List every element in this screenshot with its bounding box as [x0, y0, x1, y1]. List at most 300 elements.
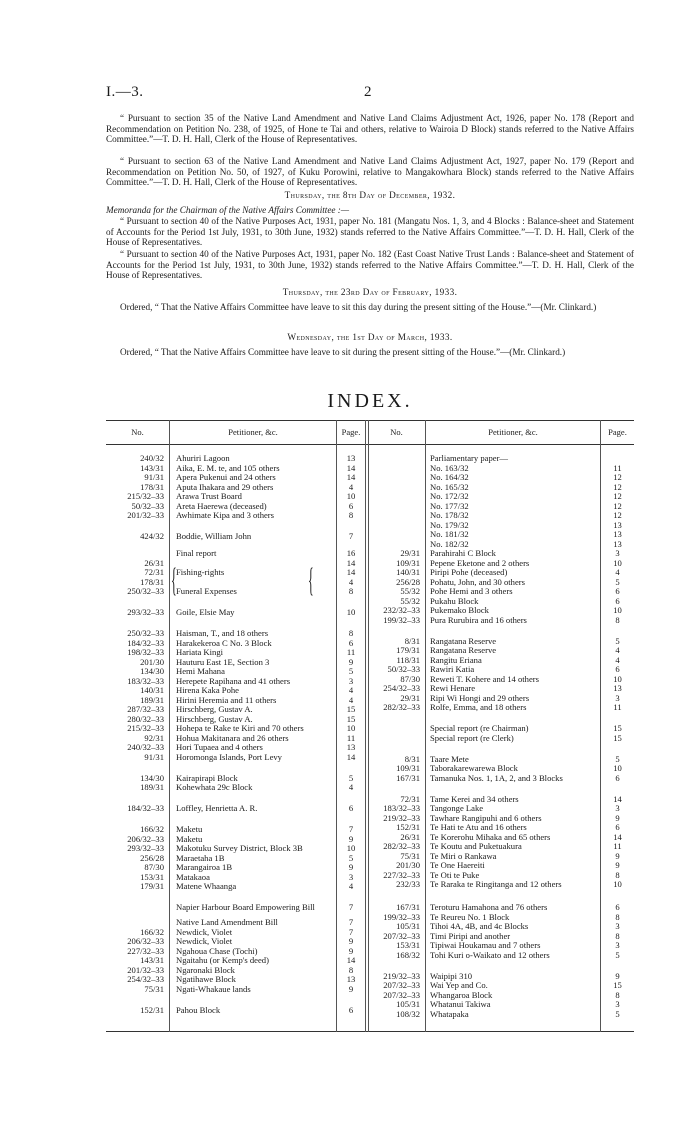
- left-entry-number: 206/32–33: [127, 833, 164, 844]
- memoranda-heading: Memoranda for the Chairman of the Native Affairs Committee :—: [106, 205, 350, 215]
- right-entry-petitioner: Tipiwai Houkamau and 7 others: [430, 940, 541, 950]
- left-entry-number: 240/32: [140, 453, 164, 463]
- page-number: 2: [364, 84, 372, 100]
- right-entry-page: 9: [615, 850, 620, 861]
- left-entry-page: 3: [348, 871, 354, 882]
- right-entry-page: 6: [615, 664, 620, 674]
- right-entry-page: 12: [613, 491, 622, 501]
- left-entry-petitioner: Final report: [176, 548, 217, 558]
- right-page-header: Page.: [608, 427, 627, 437]
- date-heading-1: Thursday, the 8th Day of December, 1932.: [284, 190, 456, 200]
- table-top-rule: [106, 420, 634, 421]
- left-entry-number: 424/32: [140, 531, 164, 541]
- memoranda-paragraph-1: “ Pursuant to section 40 of the Native Purposes Act, 1931, paper No. 181 (Mangatu Nos. 1, 3, and 4 Blocks : Balance-sheet and Statement of Accounts for the Period 1st July, 1931, to 30th June, 1932) stands referred to the Native Affairs Committee.”—T. D. H. Hall, Clerk of the House of Representatives.: [106, 216, 634, 248]
- left-entry-page: 10: [346, 723, 356, 733]
- right-entry-page: 5: [615, 635, 620, 646]
- right-entry-petitioner: Te Raraka te Ringitanga and 12 others: [430, 879, 562, 889]
- right-entry-page: 12: [613, 510, 622, 520]
- right-entry-number: 254/32–33: [383, 683, 420, 693]
- right-entry-number: 199/32–33: [383, 614, 420, 625]
- right-entry-petitioner: Te Hati te Atu and 16 others: [430, 822, 527, 832]
- left-entry-number: 215/32–33: [127, 491, 164, 501]
- document-reference: I.—3.: [106, 84, 144, 100]
- left-entry-petitioner: Ngatihawe Block: [176, 974, 236, 984]
- left-entry-petitioner: Hariata Kingi: [176, 647, 224, 657]
- left-entry-number: 92/31: [144, 732, 164, 743]
- left-entry-petitioner: Kairapirapi Block: [176, 772, 238, 783]
- right-entry-petitioner: Pohe Hemi and 3 others: [430, 586, 513, 596]
- right-entry-number: 26/31: [400, 831, 420, 842]
- right-entry-number: 199/32–33: [383, 911, 420, 922]
- left-entry-page: 11: [346, 732, 356, 743]
- right-entry-number: 55/32: [400, 595, 420, 606]
- left-entry-page: 7: [348, 531, 354, 541]
- left-entry-petitioner: Ngaitahu (or Kemp's deed): [176, 955, 269, 965]
- left-entry-number: 91/31: [144, 472, 164, 482]
- left-entry-page: 4: [348, 481, 354, 492]
- left-entry-petitioner: Ngaronaki Block: [176, 964, 235, 975]
- left-entry-number: 143/31: [140, 955, 164, 965]
- right-entry-petitioner: Timi Piripi and another: [430, 930, 511, 941]
- left-entry-page: 7: [348, 824, 354, 834]
- right-entry-petitioner: No. 163/32: [430, 462, 469, 473]
- left-entry-page: 4: [348, 576, 354, 587]
- left-entry-number: 184/32–33: [127, 637, 164, 648]
- right-entry-number: 167/31: [396, 772, 420, 783]
- right-entry-number: 183/32–33: [383, 803, 420, 813]
- left-entry-petitioner: Hirschberg, Gustav A.: [176, 704, 253, 714]
- right-entry-page: 10: [613, 605, 622, 615]
- right-entry-petitioner: Piripi Pohe (deceased): [430, 567, 508, 577]
- right-entry-petitioner: Parliamentary paper—: [430, 453, 509, 463]
- left-entry-petitioner: Hauturu East 1E, Section 3: [176, 656, 270, 667]
- left-entry-page: 10: [346, 843, 356, 853]
- left-entry-page: 13: [346, 742, 356, 752]
- right-entry-petitioner: Rangatana Reserve: [430, 635, 497, 646]
- left-entry-page: 6: [348, 637, 354, 648]
- right-entry-petitioner: Special report (re Clerk): [430, 732, 514, 743]
- right-entry-number: 8/31: [404, 635, 420, 646]
- right-entry-petitioner: No. 164/32: [430, 472, 469, 482]
- left-entry-number: 201/32–33: [127, 964, 164, 975]
- left-entry-page: 9: [348, 833, 354, 844]
- left-entry-petitioner: Kohewhata 29c Block: [176, 782, 253, 792]
- left-entry-number: 26/31: [144, 557, 164, 568]
- left-entry-page: 14: [346, 751, 356, 762]
- right-entry-page: 12: [613, 472, 622, 482]
- left-entry-number: 280/32–33: [127, 713, 164, 724]
- date-heading-2: Thursday, the 23rd Day of February, 1933.: [282, 287, 458, 297]
- right-entry-page: 12: [613, 481, 622, 492]
- memoranda-paragraph-2: “ Pursuant to section 40 of the Native Purposes Act, 1931, paper No. 182 (East Coast Native Trust Lands : Balance-sheet and Statement of Accounts for the Period 1st July, 1931, to 30th June, 1932) stands referred to the Native Affairs Committee.”—T. D. H. Hall, Clerk of the House of Representatives.: [106, 249, 634, 281]
- right-entry-petitioner: Tohi Kuri o-Waikato and 12 others: [430, 949, 550, 960]
- right-entry-page: 10: [613, 763, 622, 773]
- right-entry-petitioner: No. 177/32: [430, 500, 469, 511]
- left-entry-number: 189/31: [140, 694, 164, 705]
- left-entry-page: 7: [348, 926, 354, 937]
- right-entry-petitioner: Teroturu Hamahona and 76 others: [430, 902, 548, 912]
- right-entry-number: 207/32–33: [383, 980, 420, 990]
- right-entry-number: 8/31: [404, 753, 420, 764]
- table-header-rule: [106, 444, 634, 445]
- right-entry-number: 167/31: [396, 902, 420, 912]
- right-entry-number: 232/32–33: [383, 605, 420, 615]
- left-entry-number: 166/32: [140, 824, 164, 834]
- right-entry-page: 4: [615, 654, 620, 665]
- left-entry-number: 250/32–33: [127, 586, 164, 596]
- left-entry-number: 140/31: [140, 685, 164, 695]
- right-entry-page: 3: [615, 803, 620, 813]
- left-entry-page: 14: [346, 472, 356, 482]
- right-entry-page: 9: [615, 860, 620, 870]
- left-entry-number: 215/32–33: [127, 723, 164, 733]
- right-entry-number: 29/31: [400, 548, 420, 558]
- right-entry-page: 15: [613, 723, 622, 733]
- right-entry-petitioner: Tihoi 4A, 4B, and 4c Blocks: [430, 921, 529, 931]
- left-entry-petitioner: Hohepa te Rake te Kiri and 70 others: [176, 723, 304, 733]
- left-entry-number: 87/30: [144, 862, 164, 872]
- right-entry-page: 10: [613, 557, 622, 568]
- left-entry-page: 11: [346, 647, 356, 657]
- left-entry-number: 293/32–33: [127, 607, 164, 617]
- right-entry-petitioner: Pura Rurubira and 16 others: [430, 614, 527, 625]
- left-entry-page: 8: [348, 510, 354, 520]
- right-entry-page: 6: [615, 595, 620, 606]
- left-entry-page: 4: [348, 782, 354, 792]
- left-entry-petitioner: Fishing-rights: [176, 567, 225, 577]
- right-entry-number: 152/31: [396, 822, 420, 832]
- left-entry-petitioner: Haisman, T., and 18 others: [176, 628, 269, 638]
- left-entry-page: 10: [346, 607, 356, 617]
- right-entry-page: 8: [615, 930, 620, 941]
- left-entry-petitioner: Hirena Kaka Pohe: [176, 685, 239, 695]
- right-entry-petitioner: Parahirahi C Block: [430, 548, 496, 558]
- left-entry-page: 9: [348, 983, 354, 994]
- right-entry-number: 219/32–33: [383, 812, 420, 823]
- right-entry-petitioner: No. 165/32: [430, 481, 469, 492]
- left-entry-number: 72/31: [144, 567, 164, 577]
- intro-paragraph-2: “ Pursuant to section 63 of the Native Land Amendment and Native Land Claims Adjustment Act, 1927, paper No. 179 (Report and Recommendation on Petition No. 50, of 1927, of Kuku Porowini, relative to Mangakowhara Block) stands referred to the Native Affairs Committee.”—T. D. H. Hall, Clerk of the House of Representatives.: [106, 156, 634, 188]
- right-entry-page: 5: [615, 949, 620, 960]
- left-entry-petitioner: Newdick, Violet: [176, 936, 233, 946]
- right-entry-page: 15: [613, 732, 622, 743]
- left-entry-petitioner: Maketu: [176, 824, 203, 834]
- left-entry-petitioner: Boddie, William John: [176, 531, 252, 541]
- right-entry-number: 109/31: [396, 557, 420, 568]
- right-entry-page: 14: [613, 831, 622, 842]
- left-entry-page: 13: [346, 453, 356, 463]
- right-entry-petitioner: Whatanui Takiwa: [430, 999, 491, 1009]
- right-entry-petitioner: Pukemako Block: [430, 605, 489, 615]
- left-entry-petitioner: Areta Haerewa (deceased): [176, 500, 267, 511]
- left-entry-number: 201/32–33: [127, 510, 164, 520]
- right-entry-petitioner: Reweti T. Kohere and 14 others: [430, 673, 539, 684]
- left-entry-petitioner: Marangairoa 1B: [176, 862, 233, 872]
- left-entry-petitioner: Ahuriri Lagoon: [176, 453, 230, 463]
- right-entry-petitioner: Rangitu Eriana: [430, 654, 482, 665]
- right-entry-number: 179/31: [396, 645, 420, 655]
- left-entry-petitioner: Matakaoa: [176, 871, 210, 882]
- left-entry-number: 184/32–33: [127, 803, 164, 813]
- right-entry-number: 108/32: [396, 1008, 420, 1019]
- right-entry-number: 282/32–33: [383, 841, 420, 851]
- right-entry-petitioner: No. 182/32: [430, 538, 469, 549]
- left-entry-page: 5: [348, 772, 354, 783]
- left-entry-page: 7: [348, 917, 354, 927]
- left-entry-number: 178/31: [140, 481, 164, 492]
- fishing-rights-page-brace: {: [308, 562, 314, 599]
- left-entry-number: 143/31: [140, 462, 164, 473]
- right-entry-petitioner: Pohatu, John, and 30 others: [430, 576, 526, 587]
- left-entry-page: 13: [346, 974, 356, 984]
- left-entry-number: 256/28: [140, 852, 164, 863]
- left-entry-page: 9: [348, 945, 354, 956]
- right-petitioner-header: Petitioner, &c.: [488, 427, 538, 437]
- right-entry-petitioner: Waipipi 310: [430, 970, 473, 981]
- right-entry-number: 50/32–33: [387, 664, 420, 674]
- left-entry-number: 227/32–33: [127, 945, 164, 956]
- left-entry-page: 3: [348, 675, 354, 686]
- left-entry-page: 14: [346, 955, 356, 965]
- left-entry-page: 5: [348, 852, 354, 863]
- left-entry-number: 179/31: [140, 881, 164, 891]
- left-entry-petitioner: Hemi Mahana: [176, 666, 225, 676]
- right-entry-number: 219/32–33: [383, 970, 420, 981]
- right-entry-petitioner: Pepene Eketone and 2 others: [430, 557, 530, 568]
- right-entry-page: 8: [615, 989, 620, 1000]
- left-no-header: No.: [131, 427, 144, 437]
- right-entry-number: 29/31: [400, 692, 420, 703]
- left-entry-page: 6: [348, 803, 354, 813]
- left-entry-petitioner: Harakekeroa C No. 3 Block: [176, 637, 272, 648]
- column-rule: [425, 420, 426, 1032]
- left-entry-petitioner: Maketu: [176, 833, 203, 844]
- left-entry-petitioner: Makotuku Survey District, Block 3B: [176, 843, 303, 853]
- table-bottom-rule: [106, 1031, 634, 1032]
- left-entry-page: 9: [348, 862, 354, 872]
- right-entry-page: 4: [615, 567, 620, 577]
- index-title: INDEX.: [327, 390, 413, 412]
- right-entry-page: 6: [615, 822, 620, 832]
- left-entry-page: 7: [348, 902, 354, 912]
- left-entry-petitioner: Awhimate Kipa and 3 others: [176, 510, 275, 520]
- left-entry-page: 9: [348, 936, 354, 946]
- right-entry-petitioner: Te One Haereiti: [430, 860, 485, 870]
- right-entry-number: 87/30: [400, 673, 420, 684]
- left-petitioner-header: Petitioner, &c.: [228, 427, 278, 437]
- left-entry-number: 152/31: [140, 1004, 164, 1015]
- right-entry-petitioner: Wai Yep and Co.: [430, 980, 488, 990]
- left-entry-petitioner: Hirini Heremia and 11 others: [176, 694, 277, 705]
- left-entry-page: 16: [346, 548, 356, 558]
- right-entry-page: 5: [615, 753, 620, 764]
- left-entry-petitioner: Napier Harbour Board Empowering Bill: [176, 902, 315, 912]
- left-entry-number: 250/32–33: [127, 628, 164, 638]
- left-entry-number: 189/31: [140, 782, 164, 792]
- left-entry-number: 206/32–33: [127, 936, 164, 946]
- right-entry-page: 3: [615, 999, 620, 1009]
- right-entry-page: 8: [615, 911, 620, 922]
- right-entry-page: 11: [613, 841, 622, 851]
- left-entry-page: 8: [348, 586, 354, 596]
- left-entry-number: 166/32: [140, 926, 164, 937]
- right-entry-petitioner: Te Oti te Puke: [430, 869, 480, 880]
- right-entry-petitioner: Taare Mete: [430, 753, 469, 764]
- left-entry-petitioner: Arawa Trust Board: [176, 491, 242, 501]
- left-entry-petitioner: Goile, Elsie May: [176, 607, 235, 617]
- right-entry-petitioner: No. 172/32: [430, 491, 469, 501]
- right-entry-page: 6: [615, 902, 620, 912]
- right-entry-petitioner: Tangonge Lake: [430, 803, 484, 813]
- right-entry-petitioner: Rawiri Katia: [430, 664, 475, 674]
- left-entry-number: 287/32–33: [127, 704, 164, 714]
- left-entry-petitioner: Herepete Rapihana and 41 others: [176, 675, 291, 686]
- right-entry-page: 3: [615, 940, 620, 950]
- right-entry-page: 13: [613, 529, 622, 539]
- right-entry-page: 10: [613, 879, 622, 889]
- right-entry-page: 3: [615, 548, 620, 558]
- left-entry-number: 198/32–33: [127, 647, 164, 657]
- right-entry-petitioner: Rangatana Reserve: [430, 645, 497, 655]
- right-entry-page: 13: [613, 519, 622, 530]
- left-entry-petitioner: Hori Tupaea and 4 others: [176, 742, 263, 752]
- left-entry-number: 50/32–33: [131, 500, 164, 511]
- right-entry-petitioner: No. 181/32: [430, 529, 469, 539]
- right-entry-page: 14: [613, 793, 622, 804]
- right-entry-number: 207/32–33: [383, 989, 420, 1000]
- right-entry-number: 256/28: [396, 576, 420, 587]
- left-entry-page: 4: [348, 881, 354, 891]
- right-entry-petitioner: Tawhare Rangipuhi and 6 others: [430, 812, 542, 823]
- left-entry-number: 254/32–33: [127, 974, 164, 984]
- right-entry-petitioner: Te Miri o Rankawa: [430, 850, 497, 861]
- right-entry-number: 207/32–33: [383, 930, 420, 941]
- right-entry-petitioner: Te Korerohu Mihaka and 65 others: [430, 831, 551, 842]
- left-entry-petitioner: Horomonga Islands, Port Levy: [176, 751, 282, 762]
- right-entry-page: 9: [615, 970, 620, 981]
- date-heading-3: Wednesday, the 1st Day of March, 1933.: [287, 332, 453, 342]
- right-entry-page: 6: [615, 586, 620, 596]
- left-entry-number: 134/30: [140, 666, 164, 676]
- right-entry-petitioner: Te Koutu and Puketuakura: [430, 841, 522, 851]
- left-entry-number: 201/30: [140, 656, 164, 667]
- index-table: [106, 420, 634, 1032]
- right-entry-number: 55/32: [400, 586, 420, 596]
- right-entry-page: 10: [613, 673, 622, 684]
- left-entry-number: 153/31: [140, 871, 164, 882]
- right-entry-page: 13: [613, 683, 622, 693]
- right-entry-number: 75/31: [400, 850, 420, 861]
- right-entry-page: 4: [615, 645, 620, 655]
- column-rule: [169, 420, 170, 1032]
- fishing-rights-brace: {: [171, 562, 177, 599]
- right-entry-page: 8: [615, 869, 620, 880]
- right-entry-page: 5: [615, 1008, 620, 1019]
- left-entry-page: 4: [348, 685, 354, 695]
- right-entry-number: 118/31: [396, 654, 420, 665]
- right-entry-number: 105/31: [396, 999, 420, 1009]
- left-entry-page: 14: [346, 557, 356, 568]
- left-entry-petitioner: Matene Whaanga: [176, 881, 237, 891]
- right-entry-petitioner: Whangaroa Block: [430, 989, 493, 1000]
- left-entry-petitioner: Pahou Block: [176, 1004, 221, 1015]
- right-entry-page: 12: [613, 500, 622, 511]
- left-entry-number: 75/31: [144, 983, 164, 994]
- left-entry-petitioner: Hohua Makitanara and 26 others: [176, 732, 289, 743]
- right-entry-petitioner: No. 179/32: [430, 519, 469, 530]
- right-entry-number: 140/31: [396, 567, 420, 577]
- right-entry-petitioner: Special report (re Chairman): [430, 723, 529, 733]
- right-entry-petitioner: Tamanuka Nos. 1, 1A, 2, and 3 Blocks: [430, 772, 563, 783]
- left-entry-petitioner: Newdick, Violet: [176, 926, 233, 937]
- left-entry-page: 15: [346, 704, 356, 714]
- right-entry-petitioner: Rewi Henare: [430, 683, 476, 693]
- left-entry-petitioner: Loffley, Henrietta A. R.: [176, 803, 258, 813]
- right-entry-number: 168/32: [396, 949, 420, 960]
- left-entry-page: 6: [348, 1004, 354, 1015]
- right-entry-page: 5: [615, 576, 620, 587]
- left-entry-page: 9: [348, 656, 354, 667]
- right-entry-number: 105/31: [396, 921, 420, 931]
- left-entry-petitioner: Apera Pukenui and 24 others: [176, 472, 276, 482]
- right-entry-page: 3: [615, 921, 620, 931]
- right-entry-petitioner: No. 178/32: [430, 510, 469, 520]
- left-entry-page: 15: [346, 713, 356, 724]
- left-entry-page: 6: [348, 500, 354, 511]
- right-entry-page: 8: [615, 614, 620, 625]
- left-entry-number: 293/32–33: [127, 843, 164, 853]
- left-entry-petitioner: Funeral Expenses: [176, 586, 237, 596]
- left-entry-number: 178/31: [140, 576, 164, 587]
- left-entry-number: 91/31: [144, 751, 164, 762]
- left-entry-page: 10: [346, 491, 356, 501]
- right-entry-number: 201/30: [396, 860, 420, 870]
- left-entry-petitioner: Aika, E. M. te, and 105 others: [176, 462, 280, 473]
- left-page-header: Page.: [341, 427, 361, 437]
- intro-paragraph-1: “ Pursuant to section 35 of the Native Land Amendment and Native Land Claims Adjustment Act, 1926, paper No. 178 (Report and Recommendation on Petition No. 238, of 1925, of Hone te Tai and others, relative to Wairoia D Block) stands referred to the Native Affairs Committee.”—T. D. H. Hall, Clerk of the House of Representatives.: [106, 113, 634, 145]
- right-entry-petitioner: Te Reureu No. 1 Block: [430, 911, 510, 922]
- ordered-paragraph-2: Ordered, “ That the Native Affairs Committee have leave to sit during the present sitting of the House.”—(Mr. Clinkard.): [120, 347, 566, 357]
- right-entry-petitioner: Rolfe, Emma, and 18 others: [430, 702, 527, 712]
- right-entry-page: 3: [615, 692, 620, 703]
- right-entry-page: 13: [613, 538, 622, 549]
- right-entry-petitioner: Tame Kerei and 34 others: [430, 793, 519, 804]
- left-entry-page: 8: [348, 964, 354, 975]
- right-entry-petitioner: Taborakarewarewa Block: [430, 763, 518, 773]
- left-entry-page: 14: [346, 567, 356, 577]
- left-entry-page: 8: [348, 628, 354, 638]
- left-entry-petitioner: Ngati-Whakaue lands: [176, 983, 251, 994]
- right-entry-number: 227/32–33: [383, 869, 420, 880]
- page-header: [106, 84, 634, 102]
- right-entry-number: 109/31: [396, 763, 420, 773]
- right-entry-page: 11: [613, 702, 622, 712]
- left-entry-page: 5: [348, 666, 354, 676]
- right-entry-petitioner: Ripi Wi Hongi and 29 others: [430, 692, 530, 703]
- left-entry-petitioner: Maraetaha 1B: [176, 852, 225, 863]
- left-entry-number: 183/32–33: [127, 675, 164, 686]
- left-entry-number: 240/32–33: [127, 742, 164, 752]
- left-entry-petitioner: Ngahoua Chase (Tochi): [176, 945, 258, 956]
- right-entry-page: 11: [613, 462, 622, 473]
- right-entry-petitioner: Whatapaka: [430, 1008, 469, 1019]
- ordered-paragraph-1: Ordered, “ That the Native Affairs Committee have leave to sit this day during the present sitting of the House.”—(Mr. Clinkard.): [120, 302, 597, 312]
- left-entry-petitioner: Native Land Amendment Bill: [176, 917, 278, 927]
- right-entry-page: 9: [615, 812, 620, 823]
- right-entry-page: 15: [613, 980, 622, 990]
- left-entry-petitioner: Aputa Ihakara and 29 others: [176, 481, 274, 492]
- left-entry-petitioner: Hirschberg, Gustav A.: [176, 713, 253, 724]
